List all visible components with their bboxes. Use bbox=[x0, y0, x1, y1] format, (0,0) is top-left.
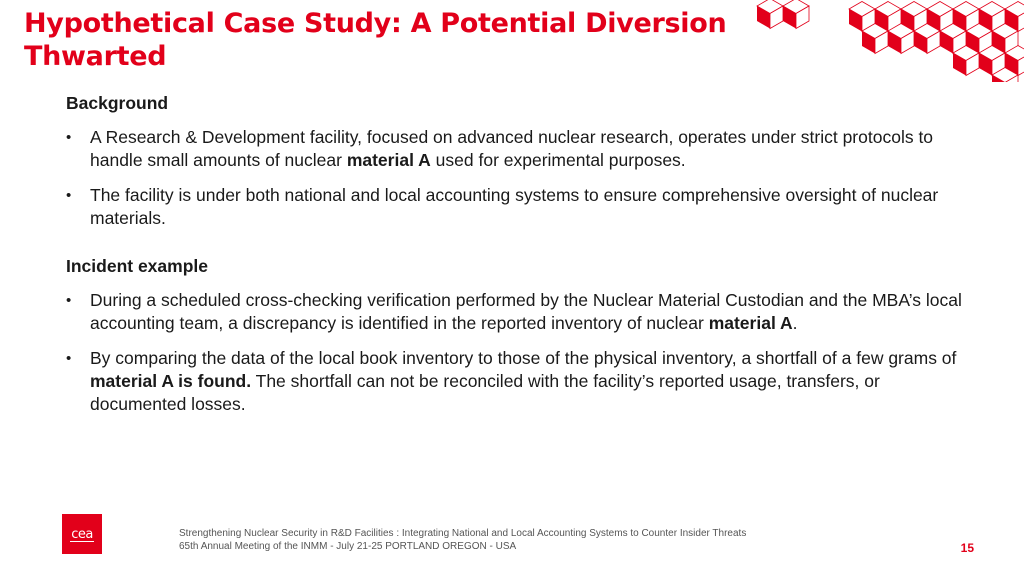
background-bullet bbox=[66, 126, 966, 172]
incident-bullets bbox=[66, 289, 966, 416]
bullet-icon: • bbox=[66, 129, 72, 146]
text-run: By comparing the data of the local book inventory to those of the physical inventory, a shortfall of a few grams of bbox=[90, 348, 957, 368]
cea-logo bbox=[62, 514, 102, 554]
footer-line-2: 65th Annual Meeting of the INMM - July 21-25 PORTLAND OREGON - USA bbox=[179, 541, 517, 552]
text-run: used for experimental purposes. bbox=[430, 150, 686, 170]
bold-run: material A is found. bbox=[90, 371, 252, 391]
bullet-text bbox=[90, 290, 962, 333]
background-bullets bbox=[66, 126, 966, 230]
logo-underline bbox=[70, 541, 94, 542]
bullet-text bbox=[90, 127, 933, 170]
text-run: A Research & Development facility, focused on advanced nuclear research, operates under strict protocols to handle small amounts of nuclear bbox=[90, 127, 934, 170]
text-run: During a scheduled cross-checking verification performed by the Nuclear Material Custodian and the MBA’s local accounting team, a discrepancy is identified in the reported inventory of nuclear bbox=[90, 290, 962, 333]
bullet-icon: • bbox=[66, 292, 72, 309]
bold-run: material A bbox=[708, 313, 793, 333]
bullet-text bbox=[90, 185, 938, 228]
footer bbox=[179, 527, 746, 553]
text-run: . bbox=[792, 313, 798, 333]
footer-line-1: Strengthening Nuclear Security in R&D Facilities : Integrating National and Local Accounting Systems to Counter Insider Threats bbox=[179, 528, 747, 539]
slide-title: Hypothetical Case Study: A Potential Diversion Thwarted bbox=[24, 8, 727, 72]
logo-text: cea bbox=[71, 526, 93, 542]
background-bullet bbox=[66, 184, 966, 230]
bullet-icon: • bbox=[66, 350, 72, 367]
incident-bullet bbox=[66, 289, 966, 335]
bullet-icon: • bbox=[66, 187, 72, 204]
bold-run: material A bbox=[346, 150, 431, 170]
bullet-text bbox=[90, 348, 956, 414]
background-heading: Background bbox=[66, 93, 169, 113]
text-run: The facility is under both national and local accounting systems to ensure comprehensive oversight of nuclear materials. bbox=[90, 185, 939, 228]
page-number: 15 bbox=[960, 541, 974, 555]
incident-heading: Incident example bbox=[66, 256, 208, 276]
slide-body bbox=[66, 92, 966, 416]
isometric-cubes-icon bbox=[752, 0, 1024, 82]
incident-bullet bbox=[66, 347, 966, 416]
text-run: The shortfall can not be reconciled with the facility’s reported usage, transfers, or documented losses. bbox=[90, 371, 880, 414]
